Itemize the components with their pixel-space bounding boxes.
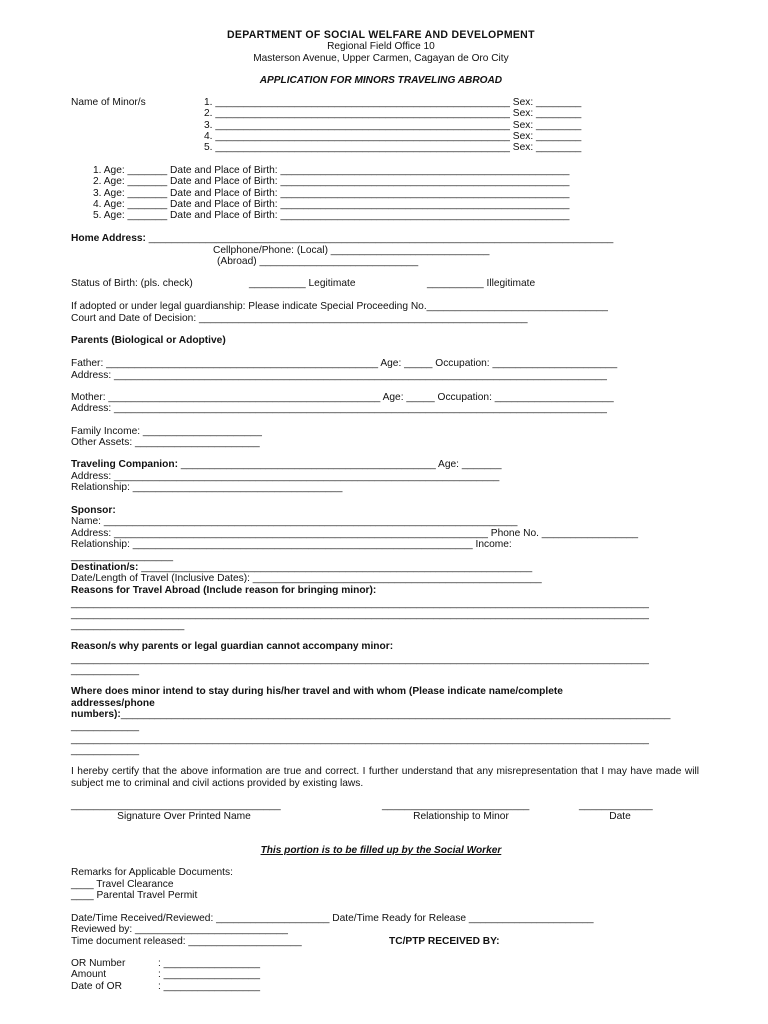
legitimate-check[interactable]: __________ Legitimate [249, 278, 356, 289]
date-of-or-field[interactable]: : _________________ [158, 981, 260, 992]
minor-name-row-5[interactable]: 5. ____________________________________________________ Sex: ________ [204, 142, 582, 153]
minor-age-row-2[interactable]: 2. Age: _______ Date and Place of Birth: ___________________________________________________ [93, 176, 570, 187]
travel-dates-field[interactable]: Date/Length of Travel (Inclusive Dates): ___________________________________________________ [71, 573, 542, 584]
special-proceeding-field[interactable]: If adopted or under legal guardianship: Please indicate Special Proceeding No.________________________________ [71, 301, 608, 312]
companion-address-field[interactable]: Address: ____________________________________________________________________ [71, 471, 500, 482]
form-title: APPLICATION FOR MINORS TRAVELING ABROAD [259, 75, 503, 86]
minor-age-row-5[interactable]: 5. Age: _______ Date and Place of Birth: ___________________________________________________ [93, 210, 570, 221]
minor-name-row-4[interactable]: 4. ____________________________________________________ Sex: ________ [204, 131, 582, 142]
reasons-field-2[interactable]: ______________________________________________________________________________________________________ [71, 609, 649, 620]
other-assets-field[interactable]: Other Assets: ______________________ [71, 437, 260, 448]
date-line[interactable]: _____________ [579, 800, 653, 811]
certification-text: I hereby certify that the above information are true and correct. I further understand that any misrepresentation that I may have made will subject me to criminal and civil actions provided by existing laws. [71, 766, 699, 789]
sponsor-relationship-field[interactable]: Relationship: ____________________________________________________________ Income: [71, 539, 512, 550]
stay-label-2: addresses/phone [71, 698, 155, 709]
relationship-label: Relationship to Minor [413, 811, 509, 822]
sponsor-heading: Sponsor: [71, 505, 116, 516]
companion-field[interactable]: _____________________________________________ Age: _______ [177, 459, 502, 470]
companion-relationship-field[interactable]: Relationship: _____________________________________ [71, 482, 343, 493]
minor-age-row-1[interactable]: 1. Age: _______ Date and Place of Birth: ___________________________________________________ [93, 165, 570, 176]
stay-field-3[interactable]: ______________________________________________________________________________________________________ [71, 734, 649, 745]
court-decision-field[interactable]: Court and Date of Decision: __________________________________________________________ [71, 313, 528, 324]
relationship-line[interactable]: __________________________ [382, 800, 530, 811]
sponsor-income-field[interactable]: __________________ [71, 551, 173, 562]
sponsor-address-field[interactable]: Address: __________________________________________________________________ Phone No. _________________ [71, 528, 639, 539]
sponsor-name-field[interactable]: Name: _________________________________________________________________________ [71, 516, 518, 527]
father-field[interactable]: Father: ________________________________________________ Age: _____ Occupation: ______________________ [71, 358, 618, 369]
home-address-field[interactable]: __________________________________________________________________________________ [145, 233, 614, 244]
reviewed-by-field[interactable]: Reviewed by: ___________________________ [71, 924, 288, 935]
destination-field[interactable]: _____________________________________________________________________ [138, 562, 533, 573]
companion-label: Traveling Companion: [71, 459, 178, 470]
phone-local-field[interactable]: Cellphone/Phone: (Local) ____________________________ [213, 245, 490, 256]
stay-field-4[interactable]: ____________ [71, 745, 139, 756]
reasons-field-3[interactable]: ____________________ [71, 620, 185, 631]
time-released-field[interactable]: Time document released: ____________________ [71, 936, 302, 947]
family-income-field[interactable]: Family Income: _____________________ [71, 426, 262, 437]
minor-age-row-3[interactable]: 3. Age: _______ Date and Place of Birth: ___________________________________________________ [93, 188, 570, 199]
stay-label-3: numbers): [71, 709, 121, 720]
accompany-field-2[interactable]: ____________ [71, 665, 139, 676]
remarks-label: Remarks for Applicable Documents: [71, 867, 233, 878]
amount-label: Amount [71, 969, 107, 980]
travel-clearance-check[interactable]: ____ Travel Clearance [71, 879, 174, 890]
date-received-field[interactable]: Date/Time Received/Reviewed: ____________________ Date/Time Ready for Release ______________________ [71, 913, 594, 924]
birth-status-label: Status of Birth: (pls. check) [71, 278, 193, 289]
minor-name-label: Name of Minor/s [71, 97, 146, 108]
stay-field-1[interactable]: _________________________________________________________________________________________________ [120, 709, 671, 720]
stay-label-1: Where does minor intend to stay during his/her travel and with whom (Please indicate name/complete [71, 686, 563, 697]
date-of-or-label: Date of OR [71, 981, 122, 992]
destination-label: Destination/s: [71, 562, 139, 573]
minor-name-row-3[interactable]: 3. ____________________________________________________ Sex: ________ [204, 120, 582, 131]
or-number-label: OR Number [71, 958, 126, 969]
mother-address-field[interactable]: Address: _______________________________________________________________________________________ [71, 403, 607, 414]
companion-row [71, 459, 502, 471]
minor-name-row-1[interactable]: 1. ____________________________________________________ Sex: ________ [204, 97, 582, 108]
stay-field-2[interactable]: ____________ [71, 721, 139, 732]
phone-abroad-field[interactable]: (Abroad) ____________________________ [217, 256, 419, 267]
or-number-field[interactable]: : _________________ [158, 958, 260, 969]
regional-office: Regional Field Office 10 [327, 41, 435, 52]
department-title: DEPARTMENT OF SOCIAL WELFARE AND DEVELOPMENT [227, 29, 535, 41]
office-address: Masterson Avenue, Upper Carmen, Cagayan de Oro City [253, 53, 509, 64]
home-address-row [71, 233, 613, 245]
minor-name-row-2[interactable]: 2. ____________________________________________________ Sex: ________ [204, 108, 582, 119]
amount-field[interactable]: : _________________ [158, 969, 260, 980]
parents-heading: Parents (Biological or Adoptive) [71, 335, 226, 346]
parental-permit-check[interactable]: ____ Parental Travel Permit [71, 890, 198, 901]
stay-row [71, 709, 670, 721]
tcptp-received-label: TC/PTP RECEIVED BY: [389, 936, 500, 947]
accompany-label: Reason/s why parents or legal guardian cannot accompany minor: [71, 641, 394, 652]
social-worker-heading: This portion is to be filled up by the Social Worker [260, 845, 502, 856]
reasons-field-1[interactable]: ______________________________________________________________________________________________________ [71, 598, 649, 609]
reasons-label: Reasons for Travel Abroad (Include reason for bringing minor): [71, 585, 377, 596]
minor-age-row-4[interactable]: 4. Age: _______ Date and Place of Birth: ___________________________________________________ [93, 199, 570, 210]
signature-line[interactable]: _____________________________________ [71, 800, 281, 811]
home-address-label: Home Address: [71, 233, 146, 244]
accompany-field-1[interactable]: ______________________________________________________________________________________________________ [71, 654, 649, 665]
father-address-field[interactable]: Address: _______________________________________________________________________________________ [71, 370, 607, 381]
signature-label: Signature Over Printed Name [117, 811, 251, 822]
mother-field[interactable]: Mother: ________________________________________________ Age: _____ Occupation: _____________________ [71, 392, 614, 403]
illegitimate-check[interactable]: __________ Illegitimate [427, 278, 536, 289]
date-label: Date [609, 811, 631, 822]
